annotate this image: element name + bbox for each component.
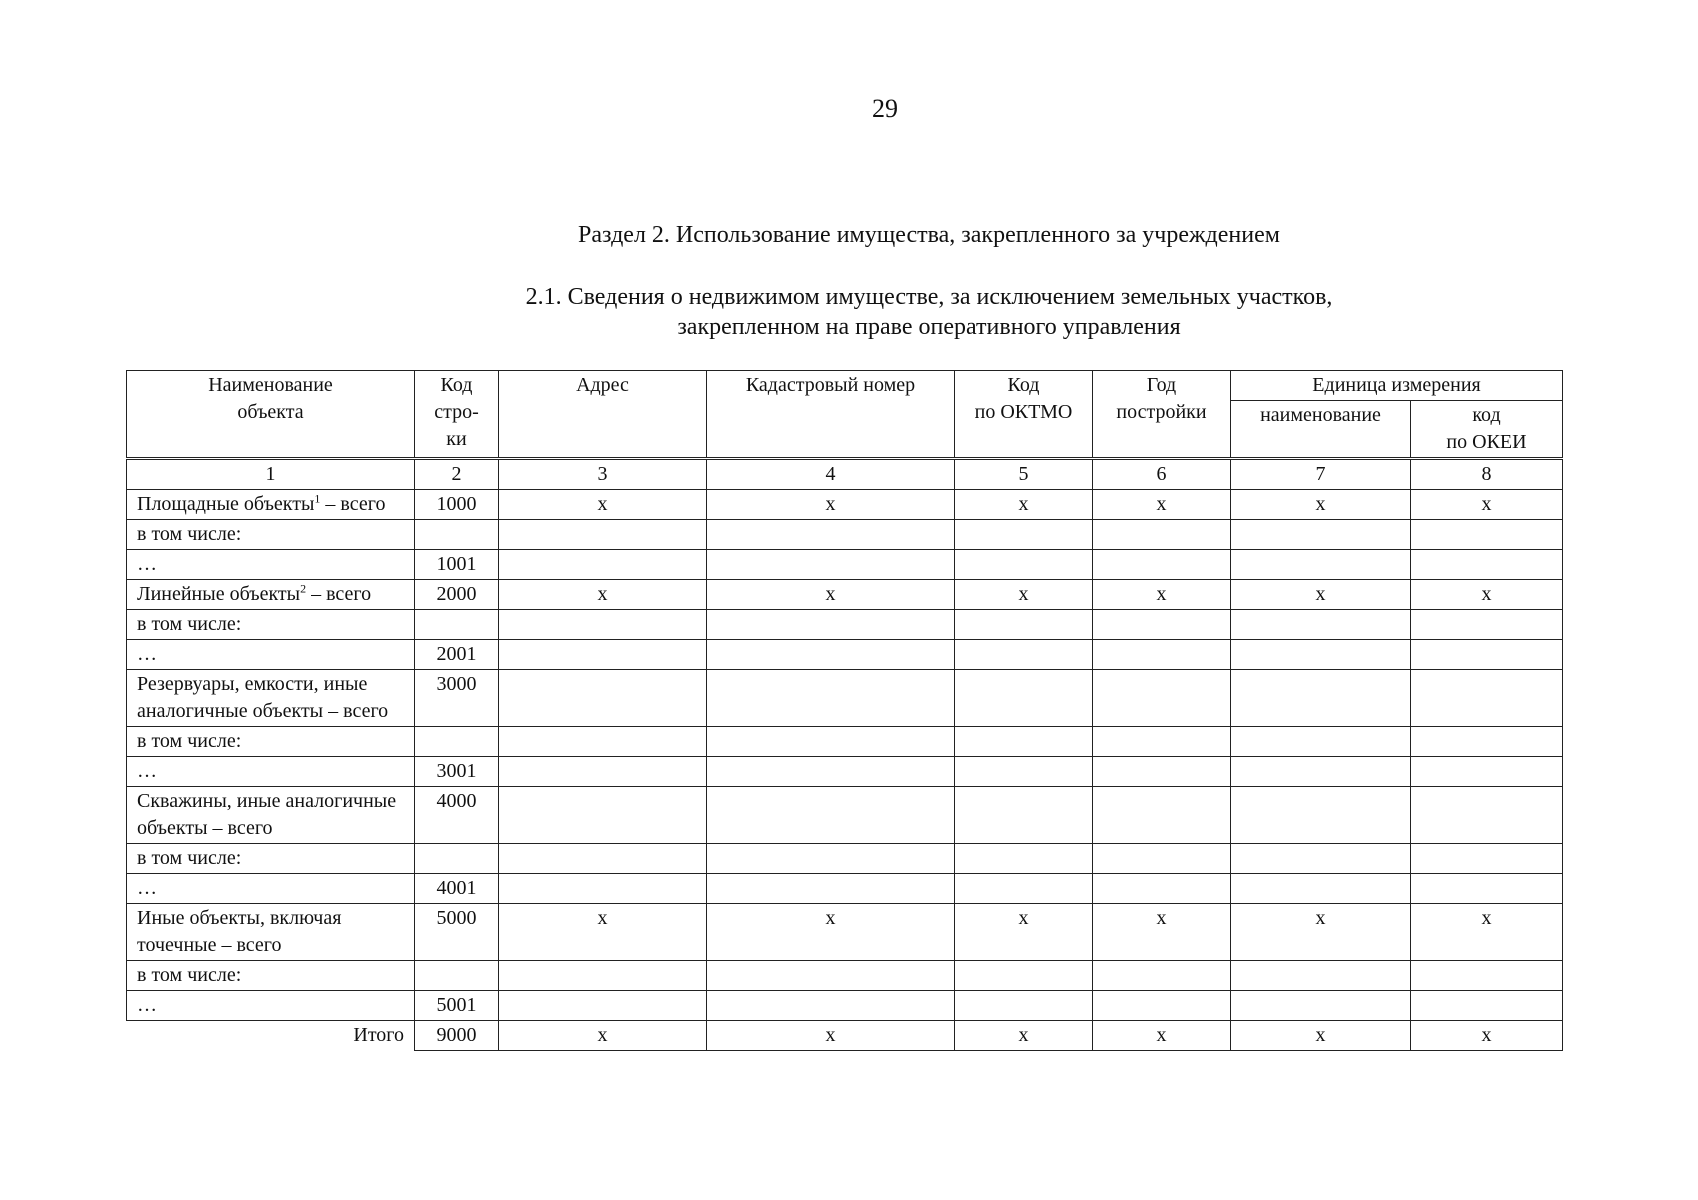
total-cell: х (1093, 1021, 1231, 1051)
row-code: 3001 (415, 757, 499, 787)
row-cell (499, 844, 707, 874)
header-code-line-1: Код (440, 374, 473, 396)
row-name-text: … (137, 760, 157, 782)
table-row (127, 991, 1563, 1021)
row-code: 4000 (415, 787, 499, 844)
header-year-line-2: постройки (1116, 401, 1207, 423)
subsection-title-line-1: 2.1. Сведения о недвижимом имуществе, за исключением земельных участков, (525, 284, 1333, 310)
table-row (127, 520, 1563, 550)
row-cell (1093, 640, 1231, 670)
row-name-text: Линейные объекты (137, 583, 301, 605)
header-year (1093, 371, 1231, 459)
row-cell (1093, 520, 1231, 550)
subsection-title-line-2: закрепленном на праве оперативного управления (677, 314, 1181, 340)
row-code: 5000 (415, 904, 499, 961)
row-cell (707, 610, 955, 640)
page-number: 29 (872, 94, 898, 123)
row-name (127, 550, 415, 580)
header-oktmo-line-2: по ОКТМО (974, 401, 1073, 423)
row-name (127, 904, 415, 961)
total-cell: х (707, 1021, 955, 1051)
row-name-text: … (137, 994, 157, 1016)
header-code-line-3: ки (446, 428, 467, 450)
row-cell (1231, 961, 1411, 991)
row-cell (499, 991, 707, 1021)
row-cell (1411, 640, 1563, 670)
row-cell (1231, 520, 1411, 550)
row-cell (499, 670, 707, 727)
row-cell (1093, 844, 1231, 874)
row-cell (1093, 757, 1231, 787)
row-cell: х (1411, 904, 1563, 961)
row-code (415, 844, 499, 874)
column-number: 2 (415, 459, 499, 490)
table-row (127, 670, 1563, 727)
row-name-suffix: – всего (320, 493, 386, 515)
row-name-text: … (137, 643, 157, 665)
property-table (126, 370, 1563, 1051)
row-cell (1411, 961, 1563, 991)
row-cell (955, 961, 1093, 991)
row-code (415, 961, 499, 991)
row-code: 4001 (415, 874, 499, 904)
row-name (127, 490, 415, 520)
row-cell (1231, 844, 1411, 874)
row-cell (707, 520, 955, 550)
header-okei (1411, 401, 1563, 459)
row-code (415, 610, 499, 640)
column-number: 8 (1411, 459, 1563, 490)
row-cell (499, 610, 707, 640)
row-cell (1231, 787, 1411, 844)
row-cell (1411, 787, 1563, 844)
row-code (415, 727, 499, 757)
header-oktmo (955, 371, 1093, 459)
row-name-text: Резервуары, емкости, иные аналогичные объекты – всего (137, 673, 389, 722)
row-name (127, 874, 415, 904)
table-row (127, 874, 1563, 904)
row-name (127, 610, 415, 640)
footnote-ref: 2 (300, 581, 307, 596)
row-code (415, 520, 499, 550)
table-row (127, 640, 1563, 670)
row-cell: х (499, 580, 707, 610)
header-code (415, 371, 499, 459)
row-cell (1093, 874, 1231, 904)
row-cell: х (707, 580, 955, 610)
row-cell: х (499, 490, 707, 520)
header-year-line-1: Год (1146, 374, 1177, 396)
header-name: Наименование объекта (127, 371, 415, 459)
total-label: Итого (127, 1021, 415, 1051)
row-cell: х (1231, 490, 1411, 520)
row-name (127, 727, 415, 757)
row-name-text: … (137, 877, 157, 899)
table-row (127, 550, 1563, 580)
row-name-text: в том числе: (137, 523, 242, 545)
footnote-ref: 1 (314, 491, 321, 506)
column-number: 7 (1231, 459, 1411, 490)
row-cell (955, 844, 1093, 874)
row-cell (1093, 610, 1231, 640)
row-cell (955, 727, 1093, 757)
table-row (127, 490, 1563, 520)
row-cell: х (707, 490, 955, 520)
header-cadastral: Кадастровый номер (707, 371, 955, 459)
row-cell (499, 757, 707, 787)
row-cell (707, 991, 955, 1021)
table-row (127, 757, 1563, 787)
row-cell (1411, 670, 1563, 727)
row-name (127, 640, 415, 670)
row-cell (1231, 991, 1411, 1021)
row-cell (1411, 520, 1563, 550)
row-cell (499, 640, 707, 670)
row-cell (707, 727, 955, 757)
row-cell (707, 670, 955, 727)
row-name (127, 991, 415, 1021)
row-cell (955, 520, 1093, 550)
row-code: 5001 (415, 991, 499, 1021)
row-cell: х (955, 490, 1093, 520)
subsection-title (0, 282, 1698, 342)
row-code: 3000 (415, 670, 499, 727)
header-unit-name: наименование (1231, 401, 1411, 459)
row-name-text: в том числе: (137, 964, 242, 986)
row-name (127, 787, 415, 844)
row-cell: х (1411, 580, 1563, 610)
row-cell (1231, 670, 1411, 727)
header-okei-line-1: код (1472, 404, 1501, 426)
row-code: 1001 (415, 550, 499, 580)
row-cell (499, 874, 707, 904)
table-row (127, 904, 1563, 961)
row-cell (1093, 727, 1231, 757)
row-name-text: в том числе: (137, 613, 242, 635)
header-oktmo-line-1: Код (1007, 374, 1040, 396)
row-cell (707, 874, 955, 904)
header-code-line-2: стро- (434, 401, 479, 423)
table-row (127, 610, 1563, 640)
row-cell (955, 991, 1093, 1021)
row-cell (499, 727, 707, 757)
row-cell: х (1411, 490, 1563, 520)
row-cell (1411, 550, 1563, 580)
row-cell (707, 787, 955, 844)
row-cell (1231, 610, 1411, 640)
row-cell: х (707, 904, 955, 961)
row-cell: х (1093, 490, 1231, 520)
row-cell (955, 757, 1093, 787)
row-cell (1093, 670, 1231, 727)
section-title: Раздел 2. Использование имущества, закрепленного за учреждением (578, 222, 1280, 248)
row-name (127, 844, 415, 874)
row-cell (1411, 610, 1563, 640)
row-cell (1093, 787, 1231, 844)
row-name-text: Скважины, иные аналогичные объекты – всего (137, 790, 397, 839)
row-name (127, 961, 415, 991)
row-cell (955, 670, 1093, 727)
column-number: 5 (955, 459, 1093, 490)
header-address: Адрес (499, 371, 707, 459)
row-cell (1411, 844, 1563, 874)
column-number: 6 (1093, 459, 1231, 490)
row-cell (1231, 874, 1411, 904)
row-cell (707, 961, 955, 991)
row-cell (1093, 991, 1231, 1021)
column-number: 1 (127, 459, 415, 490)
table-row (127, 787, 1563, 844)
row-cell (1411, 874, 1563, 904)
row-cell (707, 844, 955, 874)
row-cell (1093, 550, 1231, 580)
row-cell (955, 640, 1093, 670)
row-cell (955, 787, 1093, 844)
row-code: 2001 (415, 640, 499, 670)
row-cell (1093, 961, 1231, 991)
row-name-text: Площадные объекты (137, 493, 315, 515)
row-cell (499, 787, 707, 844)
row-name-suffix: – всего (306, 583, 372, 605)
row-cell: х (1231, 580, 1411, 610)
header-row-1 (127, 371, 1563, 401)
row-cell (1231, 640, 1411, 670)
row-cell (1231, 757, 1411, 787)
row-name (127, 520, 415, 550)
row-code: 1000 (415, 490, 499, 520)
row-name-text: Иные объекты, включая точечные – всего (137, 907, 342, 956)
row-cell: х (955, 580, 1093, 610)
row-cell (499, 520, 707, 550)
row-name-text: … (137, 553, 157, 575)
header-okei-line-2: по ОКЕИ (1446, 431, 1527, 453)
row-name-text: в том числе: (137, 730, 242, 752)
row-cell (1411, 991, 1563, 1021)
row-code: 2000 (415, 580, 499, 610)
table-row (127, 580, 1563, 610)
total-code: 9000 (415, 1021, 499, 1051)
total-cell: х (1411, 1021, 1563, 1051)
header-unit: Единица измерения (1231, 371, 1563, 401)
table-row (127, 844, 1563, 874)
row-cell: х (1093, 904, 1231, 961)
row-cell (499, 961, 707, 991)
column-number-row (127, 459, 1563, 490)
row-cell: х (1093, 580, 1231, 610)
table-row (127, 727, 1563, 757)
column-number: 3 (499, 459, 707, 490)
row-cell (1411, 727, 1563, 757)
table-row (127, 961, 1563, 991)
row-name-text: в том числе: (137, 847, 242, 869)
row-cell: х (499, 904, 707, 961)
row-cell (1231, 550, 1411, 580)
row-name (127, 757, 415, 787)
row-cell (1231, 727, 1411, 757)
row-cell (955, 610, 1093, 640)
row-cell: х (1231, 904, 1411, 961)
row-name (127, 580, 415, 610)
row-cell (955, 550, 1093, 580)
total-cell: х (1231, 1021, 1411, 1051)
total-cell: х (955, 1021, 1093, 1051)
total-cell: х (499, 1021, 707, 1051)
row-cell (955, 874, 1093, 904)
row-cell (707, 757, 955, 787)
row-cell (1411, 757, 1563, 787)
row-name (127, 670, 415, 727)
row-cell: х (955, 904, 1093, 961)
total-row (127, 1021, 1563, 1051)
row-cell (707, 640, 955, 670)
row-cell (707, 550, 955, 580)
row-cell (499, 550, 707, 580)
column-number: 4 (707, 459, 955, 490)
